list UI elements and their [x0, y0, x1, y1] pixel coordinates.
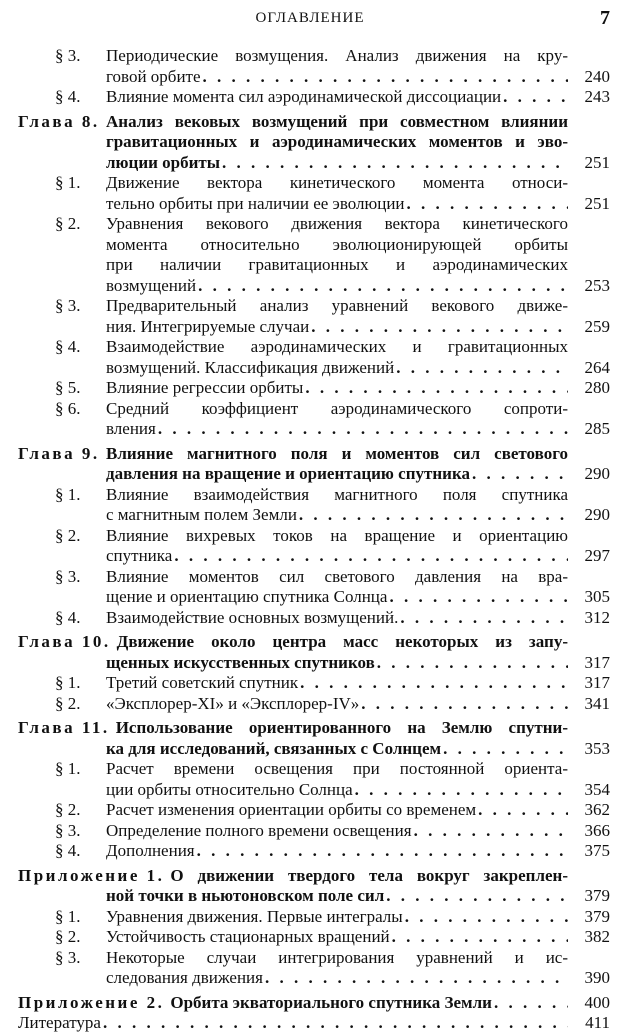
- leader-dots: [297, 505, 568, 526]
- entry-line: Периодические возмущения. Анализ движения на кру-: [106, 46, 568, 65]
- entry-page-number: 297: [584, 546, 610, 565]
- entry-text: Определение полного времени освещения: [106, 820, 412, 840]
- entry-page-number: 251: [584, 193, 610, 213]
- entry-page-number: 379: [584, 886, 610, 905]
- entry-page-number: 390: [584, 968, 610, 987]
- leader-dots: [359, 694, 568, 715]
- section-mark: § 1.: [55, 673, 81, 692]
- section-mark: § 1.: [55, 173, 81, 192]
- section-entry[interactable]: [0, 694, 620, 715]
- entry-text: ции орбиты относительно Солнца: [106, 779, 353, 799]
- entry-text: говой орбите: [106, 66, 201, 86]
- entry-text: Уравнения движения. Первые интегралы: [106, 906, 403, 926]
- entry-line: Движение вектора кинетического момента относи-: [106, 173, 568, 192]
- entry-text: щенных искусственных спутников: [106, 652, 375, 672]
- section-entry[interactable]: [0, 948, 620, 989]
- entry-line: О движении твердого тела вокруг закреплен-: [170, 865, 568, 885]
- entry-line: Использование ориентированного на Землю спутни-: [115, 718, 568, 737]
- entry-text: давления на вращение и ориентацию спутника: [106, 464, 470, 483]
- leader-dots: [172, 546, 568, 567]
- section-entry[interactable]: [0, 87, 620, 108]
- section-mark: § 4.: [55, 87, 81, 106]
- leader-dots: [476, 800, 568, 821]
- entry-line: Влияние вихревых токов на вращение и ориентацию: [106, 525, 568, 545]
- entry-line: Средний коэффициент аэродинамического сопроти-: [106, 398, 568, 418]
- leader-dots: [101, 1013, 568, 1034]
- section-entry[interactable]: [0, 841, 620, 862]
- section-entry[interactable]: [0, 759, 620, 800]
- entry-text: Третий советский спутник: [106, 673, 299, 692]
- entry-line: Предварительный анализ уравнений векового движе-: [106, 296, 568, 315]
- section-mark: § 1.: [55, 906, 81, 926]
- entry-line: Влияние взаимодействия магнитного поля спутника: [106, 484, 568, 504]
- entry-page-number: 411: [585, 1013, 610, 1032]
- entry-text: Орбита экваториального спутника Земли: [170, 992, 492, 1012]
- chapter-entry[interactable]: [0, 112, 620, 174]
- entry-page-number: 354: [584, 779, 610, 799]
- entry-line: Уравнения векового движения вектора кинетического: [106, 214, 568, 233]
- entry-text: люции орбиты: [106, 152, 221, 172]
- entry-page-number: 341: [584, 693, 610, 713]
- chapter-label: Глава 11.: [18, 718, 110, 737]
- entry-text: вления: [106, 419, 156, 438]
- entry-text: следования движения: [106, 968, 263, 987]
- entry-text: «Эксплорер-XI» и «Эксплорер-IV»: [106, 693, 360, 713]
- entry-line: Взаимодействие аэродинамических и гравитационных: [106, 337, 568, 356]
- section-entry[interactable]: [0, 907, 620, 928]
- section-entry[interactable]: [0, 927, 620, 948]
- chapter-entry[interactable]: [0, 444, 620, 485]
- section-entry[interactable]: [0, 821, 620, 842]
- leader-dots: [405, 194, 568, 215]
- section-entry[interactable]: [0, 399, 620, 440]
- section-entry[interactable]: [0, 214, 620, 296]
- section-entry[interactable]: [0, 337, 620, 378]
- entry-page-number: 317: [584, 652, 610, 672]
- entry-text: Литература: [18, 1013, 101, 1032]
- section-mark: § 3.: [55, 296, 81, 315]
- entry-page-number: 264: [584, 357, 610, 377]
- leader-dots: [412, 821, 568, 842]
- entry-text: Расчет изменения ориентации орбиты со временем: [106, 800, 477, 819]
- section-mark: § 5.: [55, 378, 81, 397]
- entry-text: возмущений. Классификация движений: [106, 357, 395, 377]
- leader-dots: [303, 378, 568, 399]
- section-mark: § 2.: [55, 927, 81, 946]
- chapter-label: Глава 8.: [18, 111, 100, 131]
- entry-text: возмущений: [106, 275, 197, 295]
- section-entry[interactable]: [0, 526, 620, 567]
- section-mark: § 3.: [55, 820, 81, 840]
- section-entry[interactable]: [0, 608, 620, 629]
- entry-line: Движение около центра масс некоторых из запу-: [116, 632, 568, 651]
- leader-dots: [156, 419, 568, 440]
- chapter-label: Приложение 2.: [18, 992, 165, 1012]
- section-mark: § 6.: [55, 398, 81, 418]
- leader-dots: [196, 276, 568, 297]
- section-mark: § 4.: [55, 337, 81, 356]
- entry-text: Взаимодействие основных возмущений.: [106, 607, 399, 627]
- entry-line: Влияние моментов сил светового давления на вра-: [106, 566, 568, 586]
- entry-page-number: 317: [584, 673, 610, 692]
- entry-page-number: 305: [584, 587, 610, 606]
- entry-page-number: 382: [584, 927, 610, 946]
- chapter-entry[interactable]: [0, 718, 620, 759]
- leader-dots: [220, 153, 568, 174]
- entry-page-number: 251: [584, 152, 610, 172]
- chapter-entry[interactable]: [0, 632, 620, 673]
- entry-text: спутника: [106, 546, 173, 565]
- entry-text: ния. Интегрируемые случаи: [106, 316, 310, 336]
- section-mark: § 2.: [55, 525, 81, 545]
- entry-line: Некоторые случаи интегрирования уравнений и ис-: [106, 947, 568, 967]
- leader-dots: [390, 927, 568, 948]
- entry-text: Устойчивость стационарных вращений: [106, 927, 390, 946]
- section-mark: § 3.: [55, 46, 81, 65]
- leader-dots: [353, 780, 568, 801]
- section-entry[interactable]: [0, 173, 620, 214]
- section-entry[interactable]: [0, 800, 620, 821]
- entry-page-number: 285: [584, 419, 610, 438]
- leader-dots: [403, 907, 568, 928]
- entry-text: с магнитным полем Земли: [106, 505, 297, 524]
- section-mark: § 2.: [55, 800, 81, 819]
- literature-entry[interactable]: [0, 1013, 620, 1034]
- section-mark: § 3.: [55, 566, 81, 586]
- entry-page-number: 253: [584, 275, 610, 295]
- table-of-contents: [0, 46, 620, 1034]
- section-entry[interactable]: [0, 485, 620, 526]
- section-mark: § 1.: [55, 484, 81, 504]
- entry-line: Расчет времени освещения при постоянной ориента-: [106, 759, 568, 778]
- leader-dots: [195, 841, 568, 862]
- entry-text: щение и ориентацию спутника Солнца: [106, 587, 388, 606]
- section-mark: § 2.: [55, 693, 81, 713]
- entry-page-number: 280: [584, 378, 610, 397]
- section-entry[interactable]: [0, 296, 620, 337]
- entry-line: гравитационных и аэродинамических моментов и эво-: [106, 132, 568, 151]
- page-number: 7: [600, 7, 610, 29]
- entry-line: момента относительно эволюционирующей орбиты: [106, 234, 568, 254]
- section-mark: § 1.: [55, 759, 81, 778]
- chapter-entry[interactable]: [0, 866, 620, 907]
- entry-page-number: 290: [584, 464, 610, 483]
- section-mark: § 4.: [55, 841, 81, 860]
- leader-dots: [398, 608, 568, 629]
- entry-page-number: 362: [584, 800, 610, 819]
- section-entry[interactable]: [0, 567, 620, 608]
- entry-text: Дополнения: [106, 841, 195, 860]
- entry-page-number: 240: [584, 66, 610, 86]
- page-header: [0, 7, 620, 32]
- entry-page-number: 366: [584, 820, 610, 840]
- entry-page-number: 379: [584, 906, 610, 926]
- entry-page-number: 259: [584, 316, 610, 336]
- running-title: ОГЛАВЛЕНИЕ: [255, 10, 365, 26]
- leader-dots: [470, 464, 568, 485]
- leader-dots: [375, 653, 568, 674]
- section-entry[interactable]: [0, 46, 620, 87]
- entry-line: при наличии гравитационных и аэродинамических: [106, 255, 568, 274]
- entry-text: ка для исследований, связанных с Солнцем: [106, 738, 442, 758]
- entry-page-number: 290: [584, 505, 610, 524]
- entry-text: ной точки в ньютоновском поле сил: [106, 886, 385, 905]
- entry-line: Влияние магнитного поля и моментов сил светового: [106, 443, 568, 463]
- leader-dots: [441, 739, 568, 760]
- entry-text: Влияние момента сил аэродинамической диссоциации: [106, 87, 502, 106]
- leader-dots: [201, 67, 568, 88]
- chapter-label: Глава 9.: [18, 443, 100, 463]
- entry-text: тельно орбиты при наличии ее эволюции: [106, 193, 405, 213]
- section-mark: § 2.: [55, 214, 81, 233]
- leader-dots: [387, 587, 568, 608]
- entry-line: Анализ вековых возмущений при совместном влиянии: [106, 111, 568, 131]
- leader-dots: [394, 358, 568, 379]
- entry-text: Влияние регрессии орбиты: [106, 378, 304, 397]
- entry-page-number: 353: [584, 738, 610, 758]
- leader-dots: [501, 87, 568, 108]
- section-mark: § 3.: [55, 947, 81, 967]
- section-mark: § 4.: [55, 607, 81, 627]
- entry-page-number: 400: [584, 992, 610, 1012]
- leader-dots: [384, 886, 568, 907]
- leader-dots: [263, 968, 568, 989]
- entry-page-number: 375: [584, 841, 610, 860]
- chapter-label: Глава 10.: [18, 632, 111, 651]
- entry-page-number: 243: [584, 87, 610, 106]
- leader-dots: [298, 673, 568, 694]
- section-entry[interactable]: [0, 673, 620, 694]
- leader-dots: [309, 317, 568, 338]
- chapter-label: Приложение 1.: [18, 865, 165, 885]
- section-entry[interactable]: [0, 378, 620, 399]
- entry-page-number: 312: [584, 607, 610, 627]
